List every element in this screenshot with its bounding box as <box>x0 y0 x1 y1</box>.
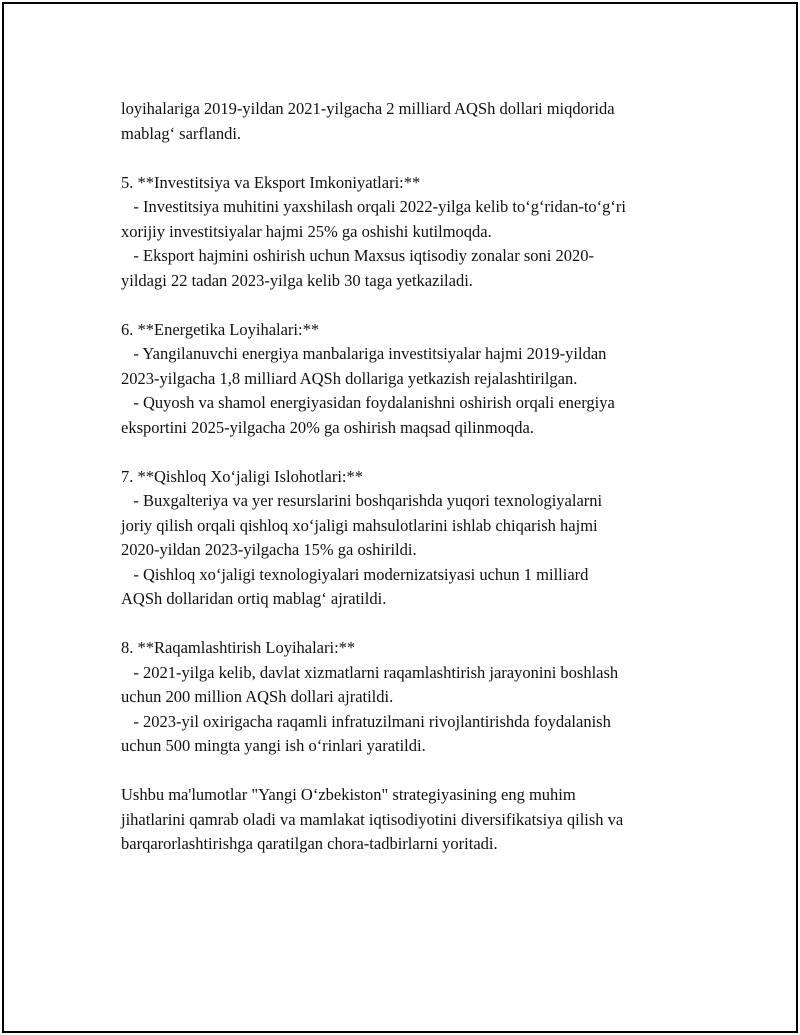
text-line: eksportini 2025-yilgacha 20% ga oshirish maqsad qilinmoqda. <box>121 417 534 437</box>
text-line: joriy qilish orqali qishloq xo‘jaligi mahsulotlarini ishlab chiqarish hajmi <box>121 515 598 535</box>
document-page <box>2 2 798 1033</box>
text-line: AQSh dollaridan ortiq mablag‘ ajratildi. <box>121 589 387 608</box>
text-line: - Eksport hajmini oshirish uchun Maxsus iqtisodiy zonalar soni 2020- <box>121 246 594 265</box>
text-line: loyihalariga 2019-yildan 2021-yilgacha 2 milliard AQSh dollari miqdorida <box>121 99 615 118</box>
text-line: - 2021-yilga kelib, davlat xizmatlarni raqamlashtirish jarayonini boshlash <box>121 662 619 682</box>
section-heading: 8. **Raqamlashtirish Loyihalari:** <box>121 638 356 657</box>
text-line: 2023-yilgacha 1,8 milliard AQSh dollariga yetkazish rejalashtirilgan. <box>121 368 578 388</box>
text-line: barqarorlashtirishga qaratilgan chora-tadbirlarni yoritadi. <box>121 834 498 853</box>
text-line: xorijiy investitsiyalar hajmi 25% ga oshishi kutilmoqda. <box>121 221 492 241</box>
conclusion-paragraph <box>121 783 691 857</box>
section-energy <box>121 318 691 441</box>
text-line: - Investitsiya muhitini yaxshilash orqali 2022-yilga kelib to‘g‘ridan-to‘g‘ri <box>121 197 626 216</box>
document-body <box>121 97 691 857</box>
text-line: uchun 200 million AQSh dollari ajratildi. <box>121 687 394 706</box>
section-heading: 7. **Qishloq Xo‘jaligi Islohotlari:** <box>121 466 363 486</box>
text-line: - Yangilanuvchi energiya manbalariga investitsiyalar hajmi 2019-yildan <box>121 344 607 363</box>
section-agriculture <box>121 465 691 612</box>
text-line: - 2023-yil oxirigacha raqamli infratuzilmani rivojlantirishda foydalanish <box>121 711 611 731</box>
text-line: yildagi 22 tadan 2023-yilga kelib 30 taga yetkaziladi. <box>121 270 473 290</box>
section-heading: 6. **Energetika Loyihalari:** <box>121 319 320 339</box>
text-line: Ushbu ma'lumotlar "Yangi O‘zbekiston" strategiyasining eng muhim <box>121 785 576 804</box>
text-line: uchun 500 mingta yangi ish o‘rinlari yaratildi. <box>121 736 426 755</box>
text-line: - Buxgalteriya va yer resurslarini boshqarishda yuqori texnologiyalarni <box>121 491 603 510</box>
text-line: - Qishloq xo‘jaligi texnologiyalari modernizatsiyasi uchun 1 milliard <box>121 564 589 584</box>
text-line: 2020-yildan 2023-yilgacha 15% ga oshirildi. <box>121 540 417 559</box>
text-line: mablag‘ sarflandi. <box>121 123 242 143</box>
section-heading: 5. **Investitsiya va Eksport Imkoniyatlari:** <box>121 172 421 192</box>
section-digitalization <box>121 636 691 759</box>
section-investment-export <box>121 171 691 294</box>
text-line: jihatlarini qamrab oladi va mamlakat iqtisodiyotini diversifikatsiya qilish va <box>121 809 624 829</box>
intro-paragraph <box>121 97 691 146</box>
text-line: - Quyosh va shamol energiyasidan foydalanishni oshirish orqali energiya <box>121 393 615 412</box>
